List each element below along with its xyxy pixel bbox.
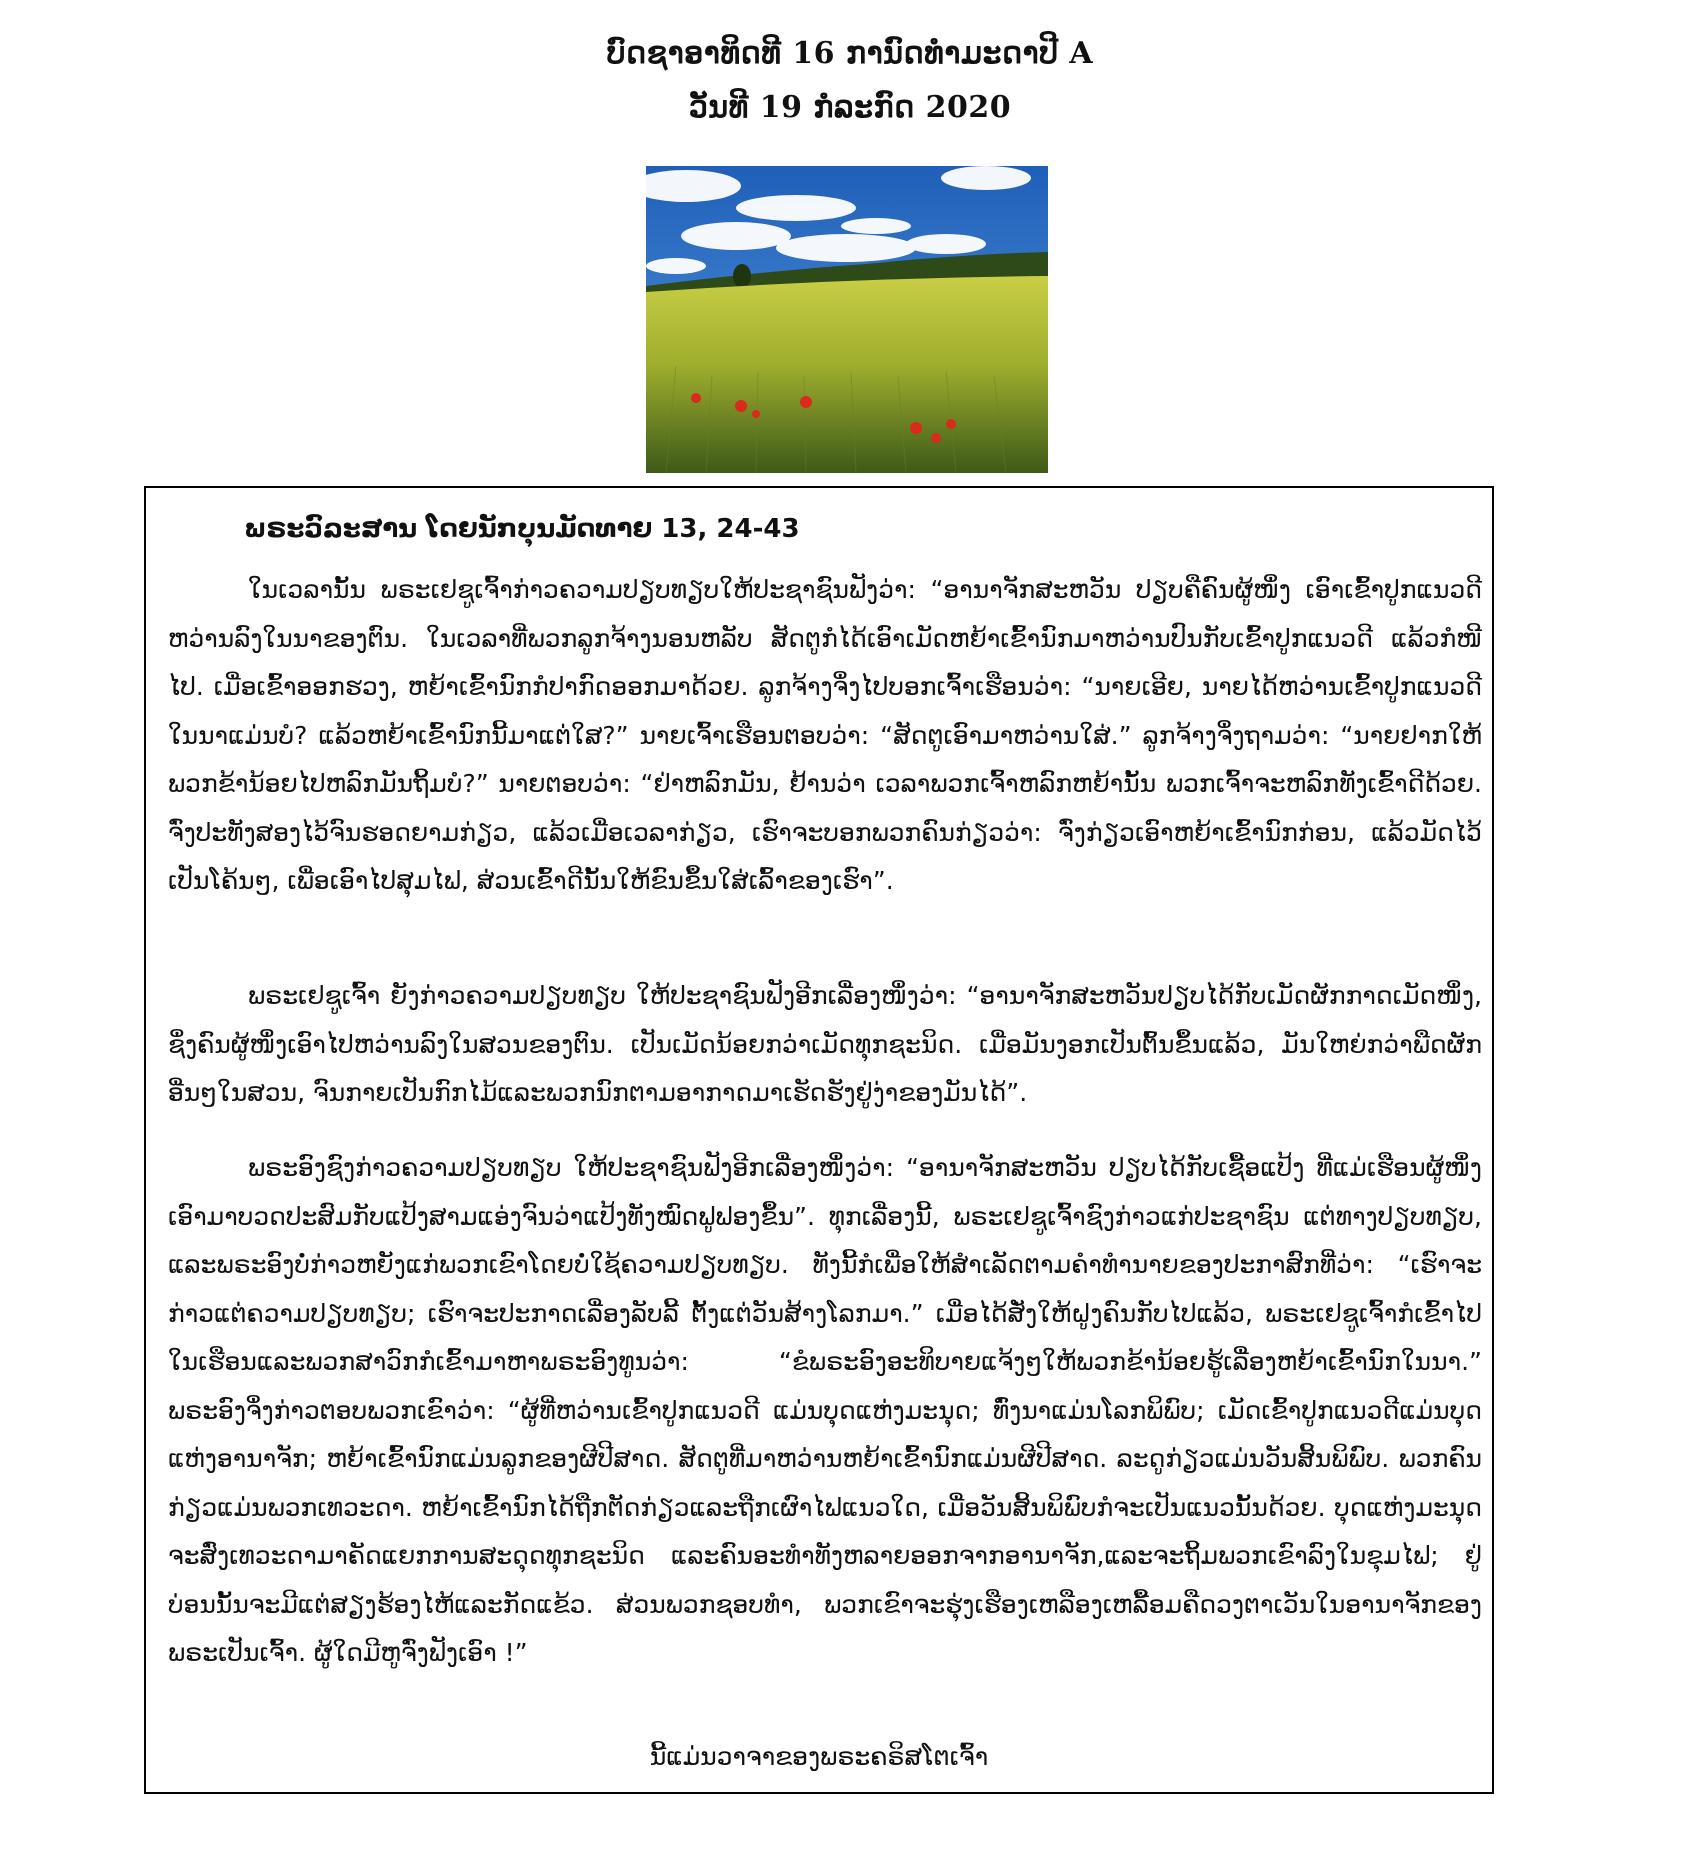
wheat-field-illustration [646, 166, 1048, 473]
tree [733, 264, 751, 288]
reading-paragraph-2: ພຣະເຢຊູເຈົ້າ ຍັງກ່າວຄວາມປຽບທຽບ ໃຫ້ປະຊາຊົນຟັງອີກເລື່ອງໜຶ່ງວ່າ: “ອານາຈັກສະຫວັນປຽບໄດ້ກັບເມັດຜັກກາດເມັດໜຶ່ງ, ຊຶ່ງຄົນຜູ້ໜຶ່ງເອົາໄປຫວ່ານລົງໃນສວນຂອງຕົນ. ເປັນເມັດນ້ອຍກວ່າເມັດທຸກຊະນິດ. ເມື່ອມັນງອກເປັນຕົ້ນຂຶ້ນແລ້ວ, ມັນໃຫຍ່ກວ່າພືດຜັກອື່ນໆໃນສວນ, ຈົນກາຍເປັນກົກໄມ້ແລະພວກນົກຕາມອາກາດມາເຮັດຮັງຢູ່ງ່າຂອງມັນໄດ້”. [168, 981, 1482, 1107]
reading-paragraph-3: ພຣະອົງຊົງກ່າວຄວາມປຽບທຽບ ໃຫ້ປະຊາຊົນຟັງອີກເລື່ອງໜຶ່ງວ່າ: “ອານາຈັກສະຫວັນ ປຽບໄດ້ກັບເຊື້ອແປ້ງ ທີ່ແມ່ເຮືອນຜູ້ໜຶ່ງເອົາມາບວດປະສົມກັບແປ້ງສາມແອ່ງຈົນວ່າແປ້ງທັງໝົດຟູຟອງຂຶ້ນ”. ທຸກເລື່ອງນີ້, ພຣະເຢຊູເຈົ້າຊົງກ່າວແກ່ປະຊາຊົນ ແຕ່ທາງປຽບທຽບ, ແລະພຣະອົງບໍ່ກ່າວຫຍັງແກ່ພວກເຂົາໂດຍບໍ່ໃຊ້ຄວາມປຽບທຽບ. ທັງນີ້ກໍເພື່ອໃຫ້ສໍາເລັດຕາມຄໍາທໍານາຍຂອງປະກາສົກທີ່ວ່າ: “ເຮົາຈະກ່າວແຕ່ຄວາມປຽບທຽບ; ເຮົາຈະປະກາດເລື່ອງລັບລີ້ ຕັ້ງແຕ່ວັນສ້າງໂລກມາ.” ເມື່ອໄດ້ສັ່ງໃຫ້ຝູງຄົນກັບໄປແລ້ວ, ພຣະເຢຊູເຈົ້າກໍເຂົ້າໄປໃນເຮືອນແລະພວກສາວົກກໍເຂົ້າມາຫາພຣະອົງທູນວ່າ: “ຂໍພຣະອົງອະທິບາຍແຈ້ງໆໃຫ້ພວກຂ້ານ້ອຍຮູ້ເລື່ອງຫຍ້າເຂົ້ານົກໃນນາ.” ພຣະອົງຈຶ່ງກ່າວຕອບພວກເຂົາວ່າ: “ຜູ້ທີ່ຫວ່ານເຂົ້າປູກແນວດີ ແມ່ນບຸດແຫ່ງມະນຸດ; ທົ່ງນາແມ່ນໂລກພິພົບ; ເມັດເຂົ້າປູກແນວດີແມ່ນບຸດແຫ່ງອານາຈັກ; ຫຍ້າເຂົ້ານົກແມ່ນລູກຂອງຜີປີສາດ. ສັດຕູທີ່ມາຫວ່ານຫຍ້າເຂົ້ານົກແມ່ນຜີປີສາດ. ລະດູກ່ຽວແມ່ນວັນສິ້ນພິພົບ. ພວກຄົນກ່ຽວແມ່ນພວກເທວະດາ. ຫຍ້າເຂົ້ານົກໄດ້ຖືກຕັດກ່ຽວແລະຖືກເຜົາໄຟແນວໃດ, ເມື່ອວັນສິ້ນພິພົບກໍຈະເປັນແນວນັ້ນດ້ວຍ. ບຸດແຫ່ງມະນຸດຈະສົ່ງເທວະດາມາຄັດແຍກການສະດຸດທຸກຊະນິດ ແລະຄົນອະທໍາທັງຫລາຍອອກຈາກອານາຈັກ,ແລະຈະຖິ້ມພວກເຂົາລົງໃນຂຸມໄຟ; ຢູ່ບ່ອນນັ້ນຈະມີແຕ່ສຽງຮ້ອງໄຫ້ແລະກັດແຂ້ວ. ສ່ວນພວກຊອບທໍາ, ພວກເຂົາຈະຮຸ່ງເຮືອງເຫລືອງເຫລື້ອມຄືດວງຕາເວັນໃນອານາຈັກຂອງພຣະເປັນເຈົ້າ. ຜູ້ໃດມີຫູຈົ່ງຟັງເອົາ !” [168, 1153, 1482, 1667]
reading-heading: ພຣະວົລະສານ ໂດຍນັກບຸນມັດທາຍ 13, 24-43 [244, 514, 800, 544]
wheat-field [646, 276, 1048, 473]
gospel-reading-box [144, 486, 1494, 1794]
wheat-field-image [646, 166, 1048, 473]
page-title-line1: ບົດຊາອາທິດທີ 16 ການົດທໍາມະດາປີ A [606, 36, 1094, 71]
reading-paragraph-1: ໃນເວລານັ້ນ ພຣະເຢຊູເຈົ້າກ່າວຄວາມປຽບທຽບໃຫ້ປະຊາຊົນຟັງວ່າ: “ອານາຈັກສະຫວັນ ປຽບຄືຄົນຜູ້ໜຶ່ງ ເອົາເຂົ້າປູກແນວດີຫວ່ານລົງໃນນາຂອງຕົນ. ໃນເວລາທີ່ພວກລູກຈ້າງນອນຫລັບ ສັດຕູກໍໄດ້ເອົາເມັດຫຍ້າເຂົ້ານົກມາຫວ່ານປົນກັບເຂົ້າປູກແນວດີ ແລ້ວກໍໜີໄປ. ເມື່ອເຂົ້າອອກຮວງ, ຫຍ້າເຂົ້ານົກກໍປາກົດອອກມາດ້ວຍ. ລູກຈ້າງຈຶ່ງໄປບອກເຈົ້າເຮືອນວ່າ: “ນາຍເອີຍ, ນາຍໄດ້ຫວ່ານເຂົ້າປູກແນວດີໃນນາແມ່ນບໍ? ແລ້ວຫຍ້າເຂົ້ານົກນີ້ມາແຕ່ໃສ?” ນາຍເຈົ້າເຮືອນຕອບວ່າ: “ສັດຕູເອົາມາຫວ່ານໃສ່.” ລູກຈ້າງຈຶ່ງຖາມວ່າ: “ນາຍຢາກໃຫ້ພວກຂ້ານ້ອຍໄປຫລົກມັນຖິ້ມບໍ?” ນາຍຕອບວ່າ: “ຢ່າຫລົກມັນ, ຢ້ານວ່າ ເວລາພວກເຈົ້າຫລົກຫຍ້ານັ້ນ ພວກເຈົ້າຈະຫລົກທັງເຂົ້າດີດ້ວຍ. ຈົ່ງປະທັງສອງໄວ້ຈົນຮອດຍາມກ່ຽວ, ແລ້ວເມື່ອເວລາກ່ຽວ, ເຮົາຈະບອກພວກຄົນກ່ຽວວ່າ: ຈົ່ງກ່ຽວເອົາຫຍ້າເຂົ້ານົກກ່ອນ, ແລ້ວມັດໄວ້ເປັນໂຄ້ນໆ, ເພື່ອເອົາໄປສຸມໄຟ, ສ່ວນເຂົ້າດີນັ້ນໃຫ້ຂົນຂຶ້ນໃສ່ເລົ້າຂອງເຮົາ”. [168, 575, 1482, 895]
page-title-date: ວັນທີ 19 ກໍລະກົດ 2020 [688, 90, 1012, 125]
reading-closing: ນີ້ແມ່ນວາຈາຂອງພຣະຄຣິສໂຕເຈົ້າ [649, 1742, 989, 1771]
